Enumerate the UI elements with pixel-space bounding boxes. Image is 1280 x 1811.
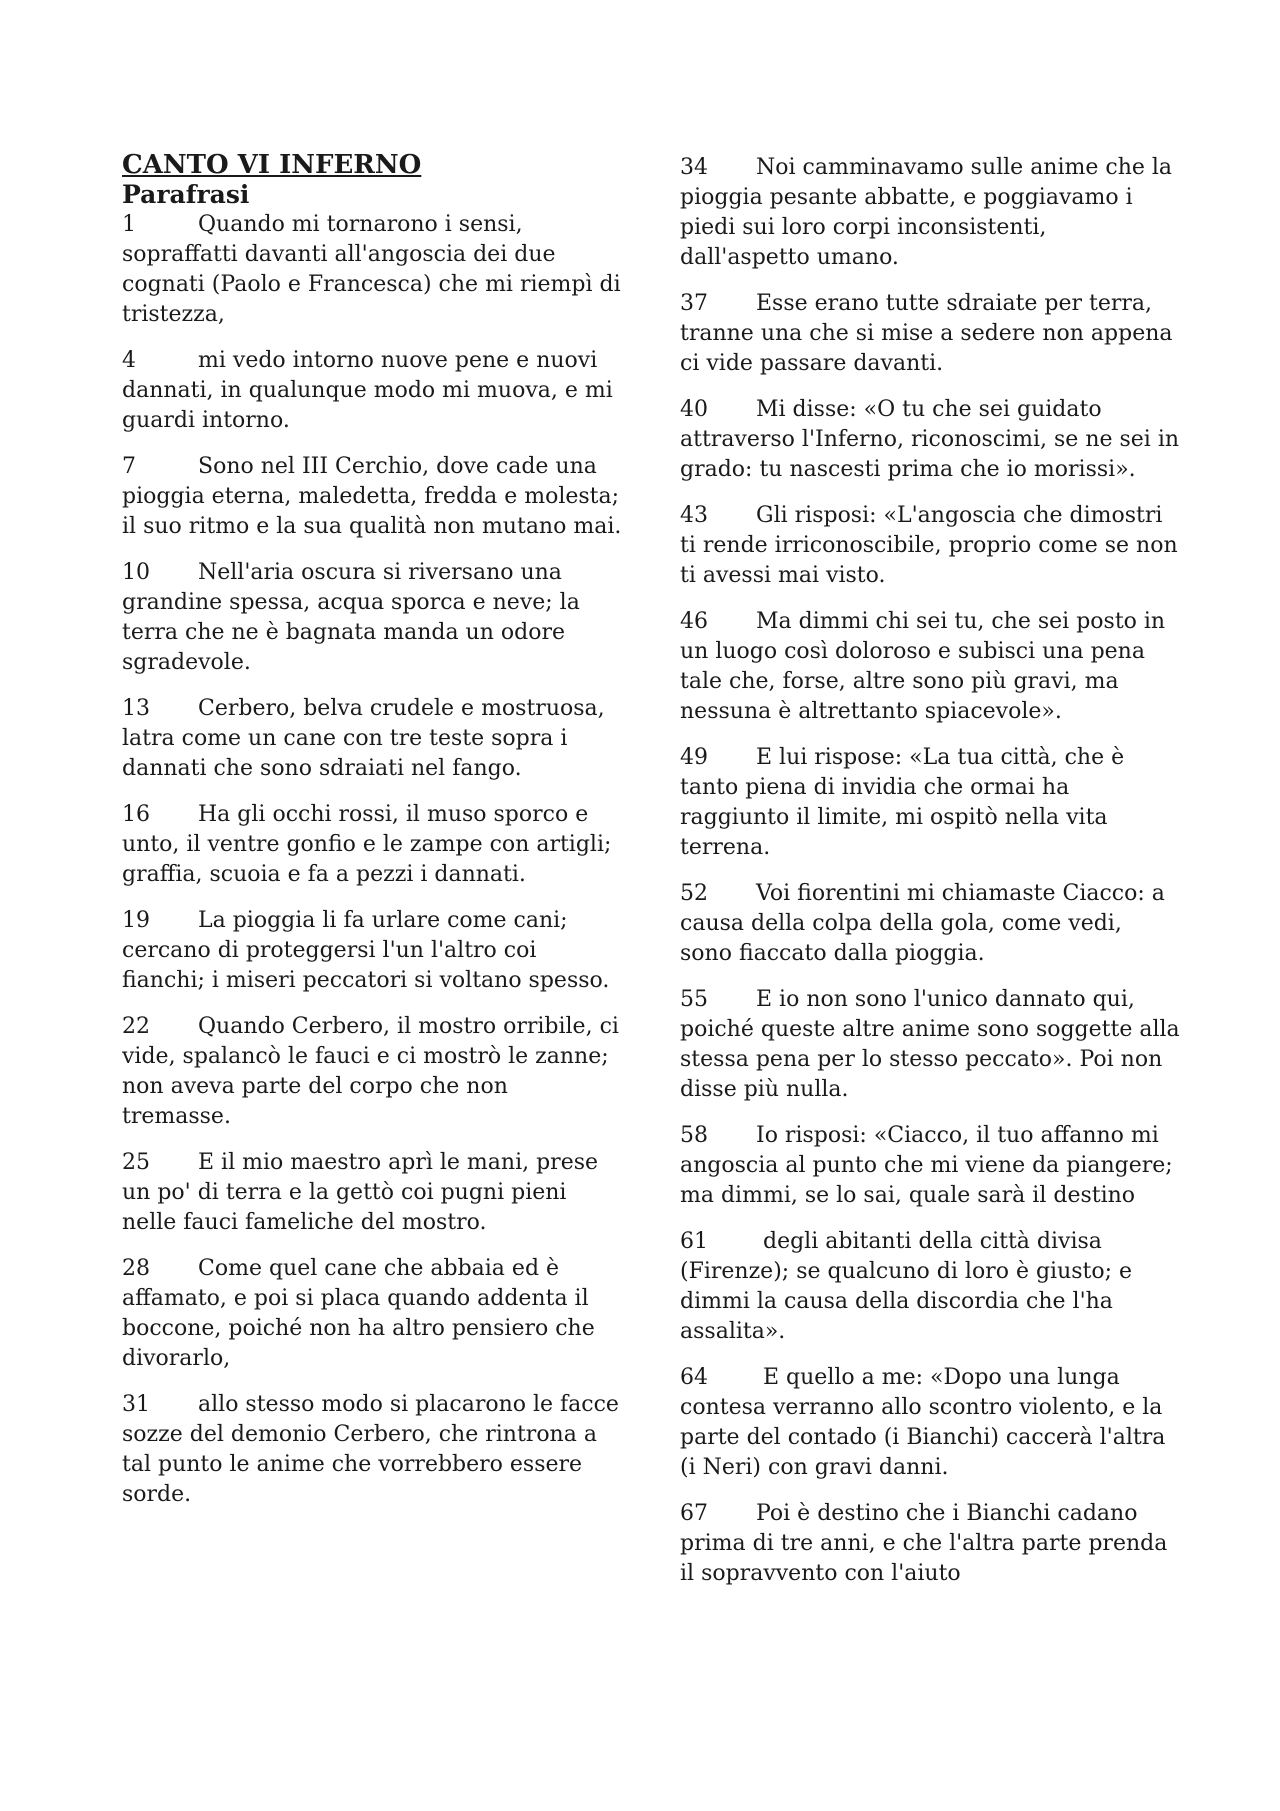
- verse-number: 7: [122, 454, 136, 479]
- verse-number: 1: [122, 212, 136, 237]
- paraphrase-paragraph: [122, 558, 622, 678]
- paraphrase-paragraph: [122, 906, 622, 996]
- verse-number: 46: [680, 609, 708, 634]
- paraphrase-paragraph: [680, 879, 1180, 969]
- paragraph-text: Quando Cerbero, il mostro orribile, ci vide, spalancò le fauci e ci mostrò le zanne; non aveva parte del corpo che non tremasse.: [122, 1014, 619, 1129]
- paragraph-text: Quando mi tornarono i sensi, sopraffatti davanti all'angoscia dei due cognati (Paolo e Francesca) che mi riempì di tristezza,: [122, 212, 621, 327]
- document-subtitle: Parafrasi: [122, 180, 250, 209]
- document-title: CANTO VI INFERNO: [122, 150, 422, 180]
- paraphrase-paragraph: [680, 1363, 1180, 1483]
- paragraph-text: E lui rispose: «La tua città, che è tanto piena di invidia che ormai ha raggiunto il limite, mi ospitò nella vita terrena.: [680, 745, 1125, 860]
- verse-number: 34: [680, 155, 708, 180]
- paraphrase-paragraph: [680, 743, 1180, 863]
- paraphrase-paragraph: [122, 1148, 622, 1238]
- paraphrase-paragraph: [122, 452, 622, 542]
- verse-number: 67: [680, 1501, 708, 1526]
- paragraph-text: Ma dimmi chi sei tu, che sei posto in un luogo così doloroso e subisci una pena tale che, forse, altre sono più gravi, ma nessuna è altrettanto spiacevole».: [680, 609, 1166, 724]
- paragraph-text: allo stesso modo si placarono le facce sozze del demonio Cerbero, che rintrona a tal punto le anime che vorrebbero essere sorde.: [122, 1392, 619, 1507]
- verse-number: 61: [680, 1229, 708, 1254]
- paraphrase-paragraph: [122, 1390, 622, 1510]
- paragraph-text: Poi è destino che i Bianchi cadano prima di tre anni, e che l'altra parte prenda il sopravvento con l'aiuto: [680, 1501, 1168, 1586]
- paragraph-text: E io non sono l'unico dannato qui, poiché queste altre anime sono soggette alla stessa pena per lo stesso peccato». Poi non disse più nulla.: [680, 987, 1180, 1102]
- paragraph-text: Noi camminavamo sulle anime che la pioggia pesante abbatte, e poggiavamo i piedi sui loro corpi inconsistenti, dall'aspetto umano.: [680, 155, 1173, 270]
- verse-number: 49: [680, 745, 708, 770]
- paraphrase-paragraph: [680, 501, 1180, 591]
- paraphrase-paragraph: [122, 694, 622, 784]
- paraphrase-paragraph: [680, 607, 1180, 727]
- paragraph-text: La pioggia li fa urlare come cani; cercano di proteggersi l'un l'altro coi fianchi; i miseri peccatori si voltano spesso.: [122, 908, 610, 993]
- verse-number: 13: [122, 696, 150, 721]
- paraphrase-paragraph: [680, 395, 1180, 485]
- verse-number: 31: [122, 1392, 150, 1417]
- verse-number: 55: [680, 987, 708, 1012]
- verse-number: 64: [680, 1365, 708, 1390]
- paraphrase-paragraph: [680, 1121, 1180, 1211]
- paragraph-text: Esse erano tutte sdraiate per terra, tranne una che si mise a sedere non appena ci vide passare davanti.: [680, 291, 1173, 376]
- paragraph-text: E il mio maestro aprì le mani, prese un po' di terra e la gettò coi pugni pieni nelle fauci fameliche del mostro.: [122, 1150, 599, 1235]
- paraphrase-paragraph: [680, 1499, 1180, 1589]
- verse-number: 19: [122, 908, 150, 933]
- paraphrase-paragraph: [680, 289, 1180, 379]
- paragraph-text: Ha gli occhi rossi, il muso sporco e unto, il ventre gonfio e le zampe con artigli; graffia, scuoia e fa a pezzi i dannati.: [122, 802, 612, 887]
- verse-number: 37: [680, 291, 708, 316]
- paraphrase-paragraph: [680, 1227, 1180, 1347]
- paragraph-text: Nell'aria oscura si riversano una grandine spessa, acqua sporca e neve; la terra che ne è bagnata manda un odore sgradevole.: [122, 560, 580, 675]
- verse-number: 16: [122, 802, 150, 827]
- paragraph-text: Gli risposi: «L'angoscia che dimostri ti rende irriconoscibile, proprio come se non ti avessi mai visto.: [680, 503, 1178, 588]
- verse-number: 40: [680, 397, 708, 422]
- verse-number: 52: [680, 881, 708, 906]
- paraphrase-paragraph: [122, 346, 622, 436]
- paragraph-text: Cerbero, belva crudele e mostruosa, latra come un cane con tre teste sopra i dannati che sono sdraiati nel fango.: [122, 696, 605, 781]
- paraphrase-paragraph: [122, 1012, 622, 1132]
- verse-number: 25: [122, 1150, 150, 1175]
- paraphrase-paragraph: [122, 210, 622, 330]
- paraphrase-paragraph: [680, 153, 1180, 273]
- verse-number: 58: [680, 1123, 708, 1148]
- left-column: [122, 150, 622, 1526]
- right-column: [680, 153, 1180, 1605]
- paragraph-text: degli abitanti della città divisa (Firenze); se qualcuno di loro è giusto; e dimmi la causa della discordia che l'ha assalita».: [680, 1229, 1133, 1344]
- paragraph-text: Mi disse: «O tu che sei guidato attraverso l'Inferno, riconoscimi, se ne sei in grado: tu nascesti prima che io morissi».: [680, 397, 1180, 482]
- verse-number: 28: [122, 1256, 150, 1281]
- paraphrase-paragraph: [122, 800, 622, 890]
- verse-number: 43: [680, 503, 708, 528]
- verse-number: 10: [122, 560, 150, 585]
- paragraph-text: Io risposi: «Ciacco, il tuo affanno mi angoscia al punto che mi viene da piangere; ma dimmi, se lo sai, quale sarà il destino: [680, 1123, 1173, 1208]
- paraphrase-paragraph: [122, 1254, 622, 1374]
- paragraph-text: mi vedo intorno nuove pene e nuovi dannati, in qualunque modo mi muova, e mi guardi intorno.: [122, 348, 613, 433]
- paraphrase-paragraph: [680, 985, 1180, 1105]
- verse-number: 4: [122, 348, 136, 373]
- paragraph-text: Come quel cane che abbaia ed è affamato, e poi si placa quando addenta il boccone, poiché non ha altro pensiero che divorarlo,: [122, 1256, 595, 1371]
- verse-number: 22: [122, 1014, 150, 1039]
- paragraph-text: Voi fiorentini mi chiamaste Ciacco: a causa della colpa della gola, come vedi, sono fiaccato dalla pioggia.: [680, 881, 1165, 966]
- paragraph-text: E quello a me: «Dopo una lunga contesa verranno allo scontro violento, e la parte del contado (i Bianchi) caccerà l'altra (i Neri) con gravi danni.: [680, 1365, 1166, 1480]
- paragraph-text: Sono nel III Cerchio, dove cade una pioggia eterna, maledetta, fredda e molesta; il suo ritmo e la sua qualità non mutano mai.: [122, 454, 622, 539]
